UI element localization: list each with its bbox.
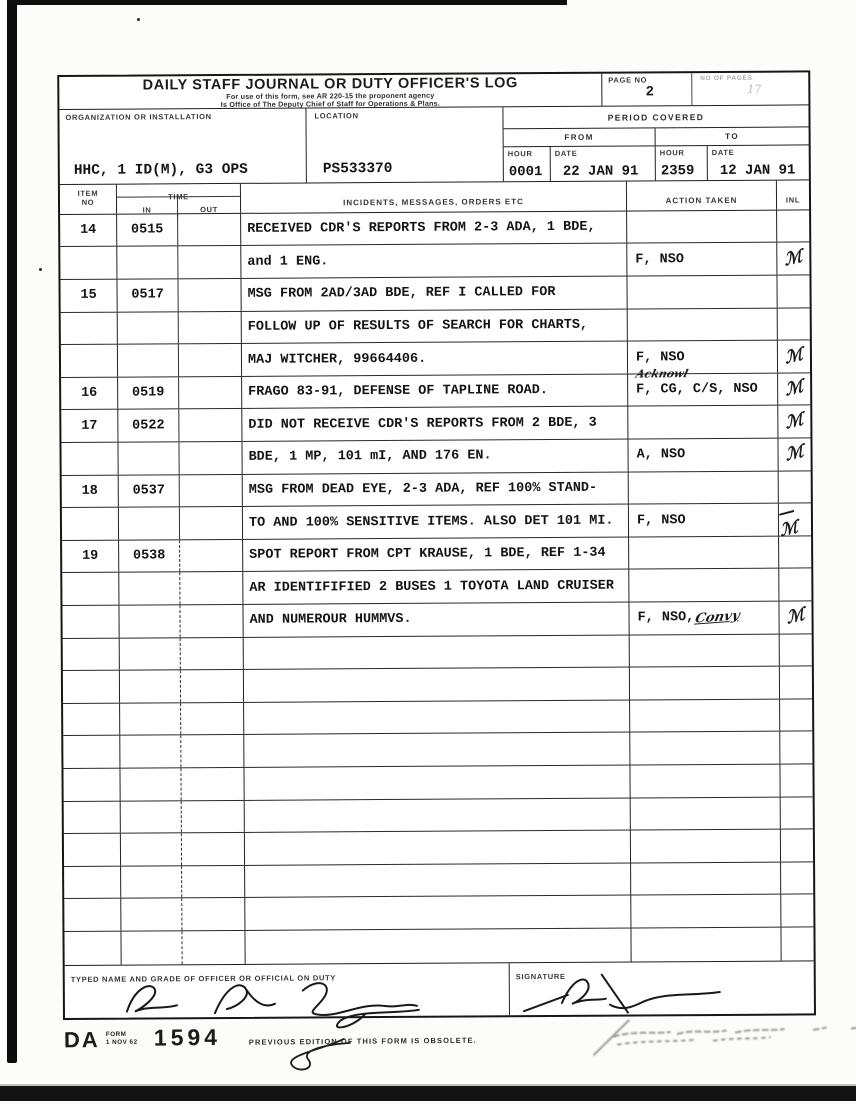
- journal-row: [62, 601, 811, 638]
- journal-row: [61, 438, 810, 475]
- journal-row: [63, 634, 812, 671]
- incident-text: FRAGO 83-91, DEFENSE OF TAPLINE ROAD.: [248, 383, 548, 400]
- obsolete-note: PREVIOUS EDITION OF THIS FORM IS OBSOLETE.: [248, 1035, 477, 1047]
- scan-edge-left: [7, 0, 17, 1063]
- faded-stamp: [574, 1012, 856, 1061]
- time-in: 0519: [131, 385, 165, 401]
- incident-text: and 1 ENG.: [247, 254, 329, 270]
- scan-edge-top: [7, 0, 567, 5]
- item-no: 18: [81, 483, 98, 499]
- incident-text: AR IDENTIFIFIED 2 BUSES 1 TOYOTA LAND CRUISER: [249, 578, 614, 596]
- to-hour-value: 2359: [660, 162, 695, 180]
- handwritten-annotation: Acknowl: [634, 366, 690, 381]
- time-in: 0515: [130, 222, 164, 238]
- journal-row: [63, 764, 812, 801]
- action-taken: A, NSO: [636, 447, 686, 463]
- table-header-row: [60, 180, 809, 215]
- form-designation-line: [64, 1019, 834, 1086]
- handwritten-annotation: Convy: [693, 608, 741, 627]
- incident-text: DID NOT RECEIVE CDR'S REPORTS FROM 2 BDE, 3: [248, 415, 597, 433]
- item-no: 19: [82, 548, 99, 564]
- incident-text: BDE, 1 MP, 101 mI, AND 176 EN.: [248, 448, 492, 466]
- typed-name-label: TYPED NAME AND GRADE OF OFFICER OR OFFICIAL ON DUTY: [70, 972, 337, 984]
- journal-row: [64, 927, 813, 964]
- initials-mark: ℳ: [783, 343, 804, 369]
- from-hour-label: HOUR: [507, 149, 533, 159]
- col-out-label: OUT: [200, 204, 219, 215]
- no-of-pages-value: 17: [747, 82, 762, 96]
- org-row: [59, 105, 808, 184]
- journal-row: [62, 536, 811, 573]
- journal-entries: [60, 210, 814, 964]
- action-taken: F, CG, C/S, NSO: [636, 381, 758, 398]
- to-date-value: 12 JAN 91: [719, 162, 796, 179]
- pen-flourish: [264, 1029, 354, 1080]
- incident-text: RECEIVED CDR'S REPORTS FROM 2-3 ADA, 1 BDE,: [247, 219, 596, 238]
- incident-text: FOLLOW UP OF RESULTS OF SEARCH FOR CHARTS,: [247, 317, 589, 335]
- time-in: 0538: [132, 548, 166, 564]
- journal-row: [61, 366, 810, 410]
- initials-mark: ℳ: [784, 408, 805, 434]
- incident-text: AND NUMEROUR HUMMVS.: [249, 612, 412, 629]
- initials-mark: ℳ: [784, 376, 805, 401]
- scan-edge-bottom: [0, 1086, 856, 1101]
- item-no: 16: [81, 385, 98, 402]
- page-no-label: PAGE NO: [608, 75, 648, 85]
- journal-row: [64, 862, 813, 899]
- item-no: 15: [80, 288, 97, 304]
- col-inl-label: INL: [785, 195, 801, 205]
- item-no: 17: [81, 418, 98, 434]
- journal-row: [60, 243, 809, 280]
- signature-row: [65, 960, 814, 1018]
- journal-row: [61, 341, 810, 381]
- col-incidents-label: INCIDENTS, MESSAGES, ORDERS ETC: [343, 197, 524, 208]
- journal-row: [63, 732, 812, 769]
- action-taken: F, NSO: [636, 512, 686, 528]
- form-label: FORM: [105, 1030, 127, 1038]
- col-no-label: NO: [81, 197, 95, 207]
- initials-mark: ℳ: [784, 441, 805, 467]
- incident-text: MSG FROM DEAD EYE, 2-3 ADA, REF 100% STAND-: [248, 480, 598, 498]
- to-hour-label: HOUR: [659, 148, 685, 158]
- action-taken: F, NSO,: [637, 610, 695, 626]
- location-label: LOCATION: [314, 111, 359, 121]
- organization-label: ORGANIZATION OR INSTALLATION: [65, 112, 212, 122]
- initials-mark: ℳ: [783, 245, 804, 271]
- journal-row: [60, 275, 809, 312]
- journal-row: [62, 500, 811, 542]
- col-item-label: ITEM: [77, 188, 99, 198]
- to-date-label: DATE: [711, 147, 735, 158]
- journal-row: [62, 471, 811, 508]
- initials-mark: —ℳ: [777, 500, 800, 542]
- action-taken: F, NSO: [635, 349, 685, 366]
- period-from-label: FROM: [504, 128, 656, 146]
- from-date-value: 22 JAN 91: [562, 163, 639, 180]
- da-form-1594: [57, 70, 816, 1020]
- col-action-label: ACTION TAKEN: [665, 195, 738, 206]
- incident-text: TO AND 100% SENSITIVE ITEMS. ALSO DET 101 MI.: [248, 513, 614, 531]
- time-in: 0522: [132, 418, 165, 434]
- period-covered-label: PERIOD COVERED: [503, 105, 808, 129]
- page-number-block: [602, 72, 808, 105]
- scan-speck: [39, 268, 42, 271]
- journal-row: [60, 210, 809, 247]
- incident-text: MSG FROM 2AD/3AD BDE, REF I CALLED FOR: [247, 285, 556, 303]
- col-in-label: IN: [142, 205, 152, 215]
- no-of-pages-label: NO OF PAGES: [700, 74, 753, 83]
- from-hour-value: 0001: [508, 163, 543, 181]
- item-no: 14: [80, 222, 97, 239]
- time-in: 0537: [132, 483, 166, 499]
- time-in: 0517: [131, 287, 164, 303]
- col-time-label: TIME: [168, 192, 189, 202]
- from-date-label: DATE: [554, 148, 578, 158]
- journal-row: [61, 406, 810, 443]
- initials-mark: ℳ: [785, 604, 806, 630]
- page-no-value: 2: [645, 84, 655, 101]
- journal-row: [63, 699, 812, 736]
- period-covered-block: [503, 105, 808, 181]
- form-number: 1594: [153, 1023, 222, 1051]
- no-of-pages-block: [692, 72, 808, 105]
- incident-text: SPOT REPORT FROM CPT KRAUSE, 1 BDE, REF 1-34: [249, 545, 606, 563]
- journal-row: [61, 308, 810, 345]
- journal-row: [64, 797, 813, 834]
- journal-row: [64, 830, 813, 867]
- organization-value: HHC, 1 ID(M), G3 OPS: [73, 161, 248, 179]
- form-prefix: DA: [63, 1027, 100, 1053]
- form-date: 1 NOV 62: [105, 1038, 138, 1046]
- action-taken: F, NSO: [635, 251, 685, 268]
- period-to-label: TO: [725, 131, 740, 141]
- form-subtitle-line2: Is Office of The Deputy Chief of Staff for Operations & Plans.: [220, 98, 441, 110]
- journal-row: [64, 895, 813, 932]
- scan-speck: [137, 18, 140, 21]
- journal-row: [63, 667, 812, 704]
- form-title-row: [59, 72, 808, 110]
- incident-text: MAJ WITCHER, 99664406.: [247, 351, 427, 368]
- location-value: PS533370: [322, 160, 393, 178]
- signature-label: SIGNATURE: [515, 971, 566, 981]
- form-subtitle-line1: For use of this form, see AR 220-15 the proponent agency: [226, 90, 435, 102]
- form-title: DAILY STAFF JOURNAL OR DUTY OFFICER'S LOG: [142, 75, 518, 94]
- journal-row: [62, 569, 811, 606]
